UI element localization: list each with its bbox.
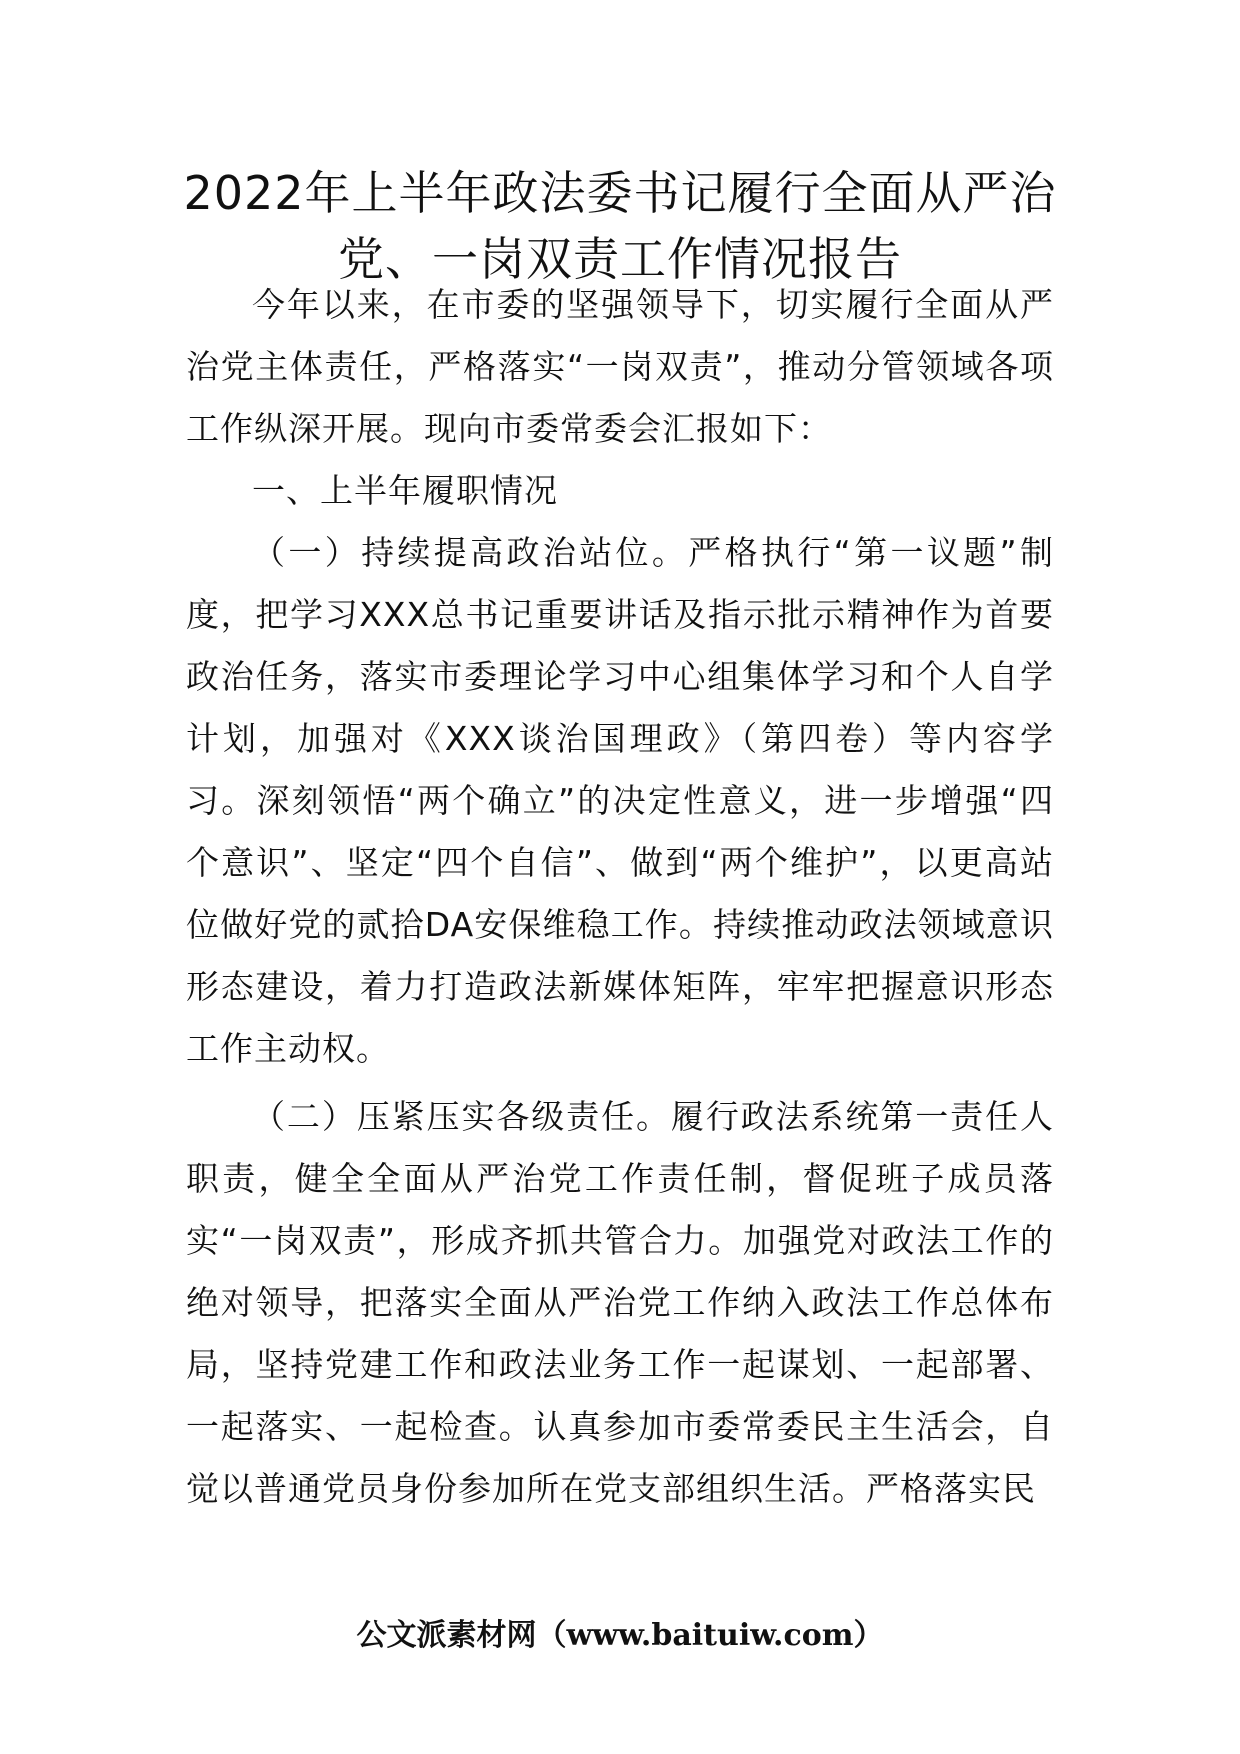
document-body [186, 274, 1054, 1520]
paragraph-2: （二）压紧压实各级责任。履行政法系统第一责任人职责，健全全面从严治党工作责任制，督促班子成员落实“一岗双责”，形成齐抓共管合力。加强党对政法工作的绝对领导，把落实全面从严治党工作纳入政法工作总体布局，坚持党建工作和政法业务工作一起谋划、一起部署、一起落实、一起检查。认真参加市委常委民主生活会，自觉以普通党员身份参加所在党支部组织生活。严格落实民 [186, 1097, 1054, 1508]
section-heading-1: 一、上半年履职情况 [252, 471, 558, 510]
title-line-1: 2022年上半年政法委书记履行全面从严治 [183, 166, 1057, 220]
title-line-2: 党、一岗双责工作情况报告 [338, 232, 902, 286]
document-title [150, 160, 1090, 292]
footer-watermark: 公文派素材网（www.baituiw.com） [356, 1618, 884, 1653]
intro-paragraph: 今年以来，在市委的坚强领导下，切实履行全面从严治党主体责任，严格落实“一岗双责”，推动分管领域各项工作纵深开展。现向市委常委会汇报如下： [186, 285, 1054, 448]
paragraph-1: （一）持续提高政治站位。严格执行“第一议题”制度，把学习XXX总书记重要讲话及指示批示精神作为首要政治任务，落实市委理论学习中心组集体学习和个人自学计划，加强对《XXX谈治国理政》（第四卷）等内容学习。深刻领悟“两个确立”的决定性意义，进一步增强“四个意识”、坚定“四个自信”、做到“两个维护”，以更高站位做好党的贰拾DA安保维稳工作。持续推动政法领域意识形态建设，着力打造政法新媒体矩阵，牢牢把握意识形态工作主动权。 [186, 533, 1054, 1068]
